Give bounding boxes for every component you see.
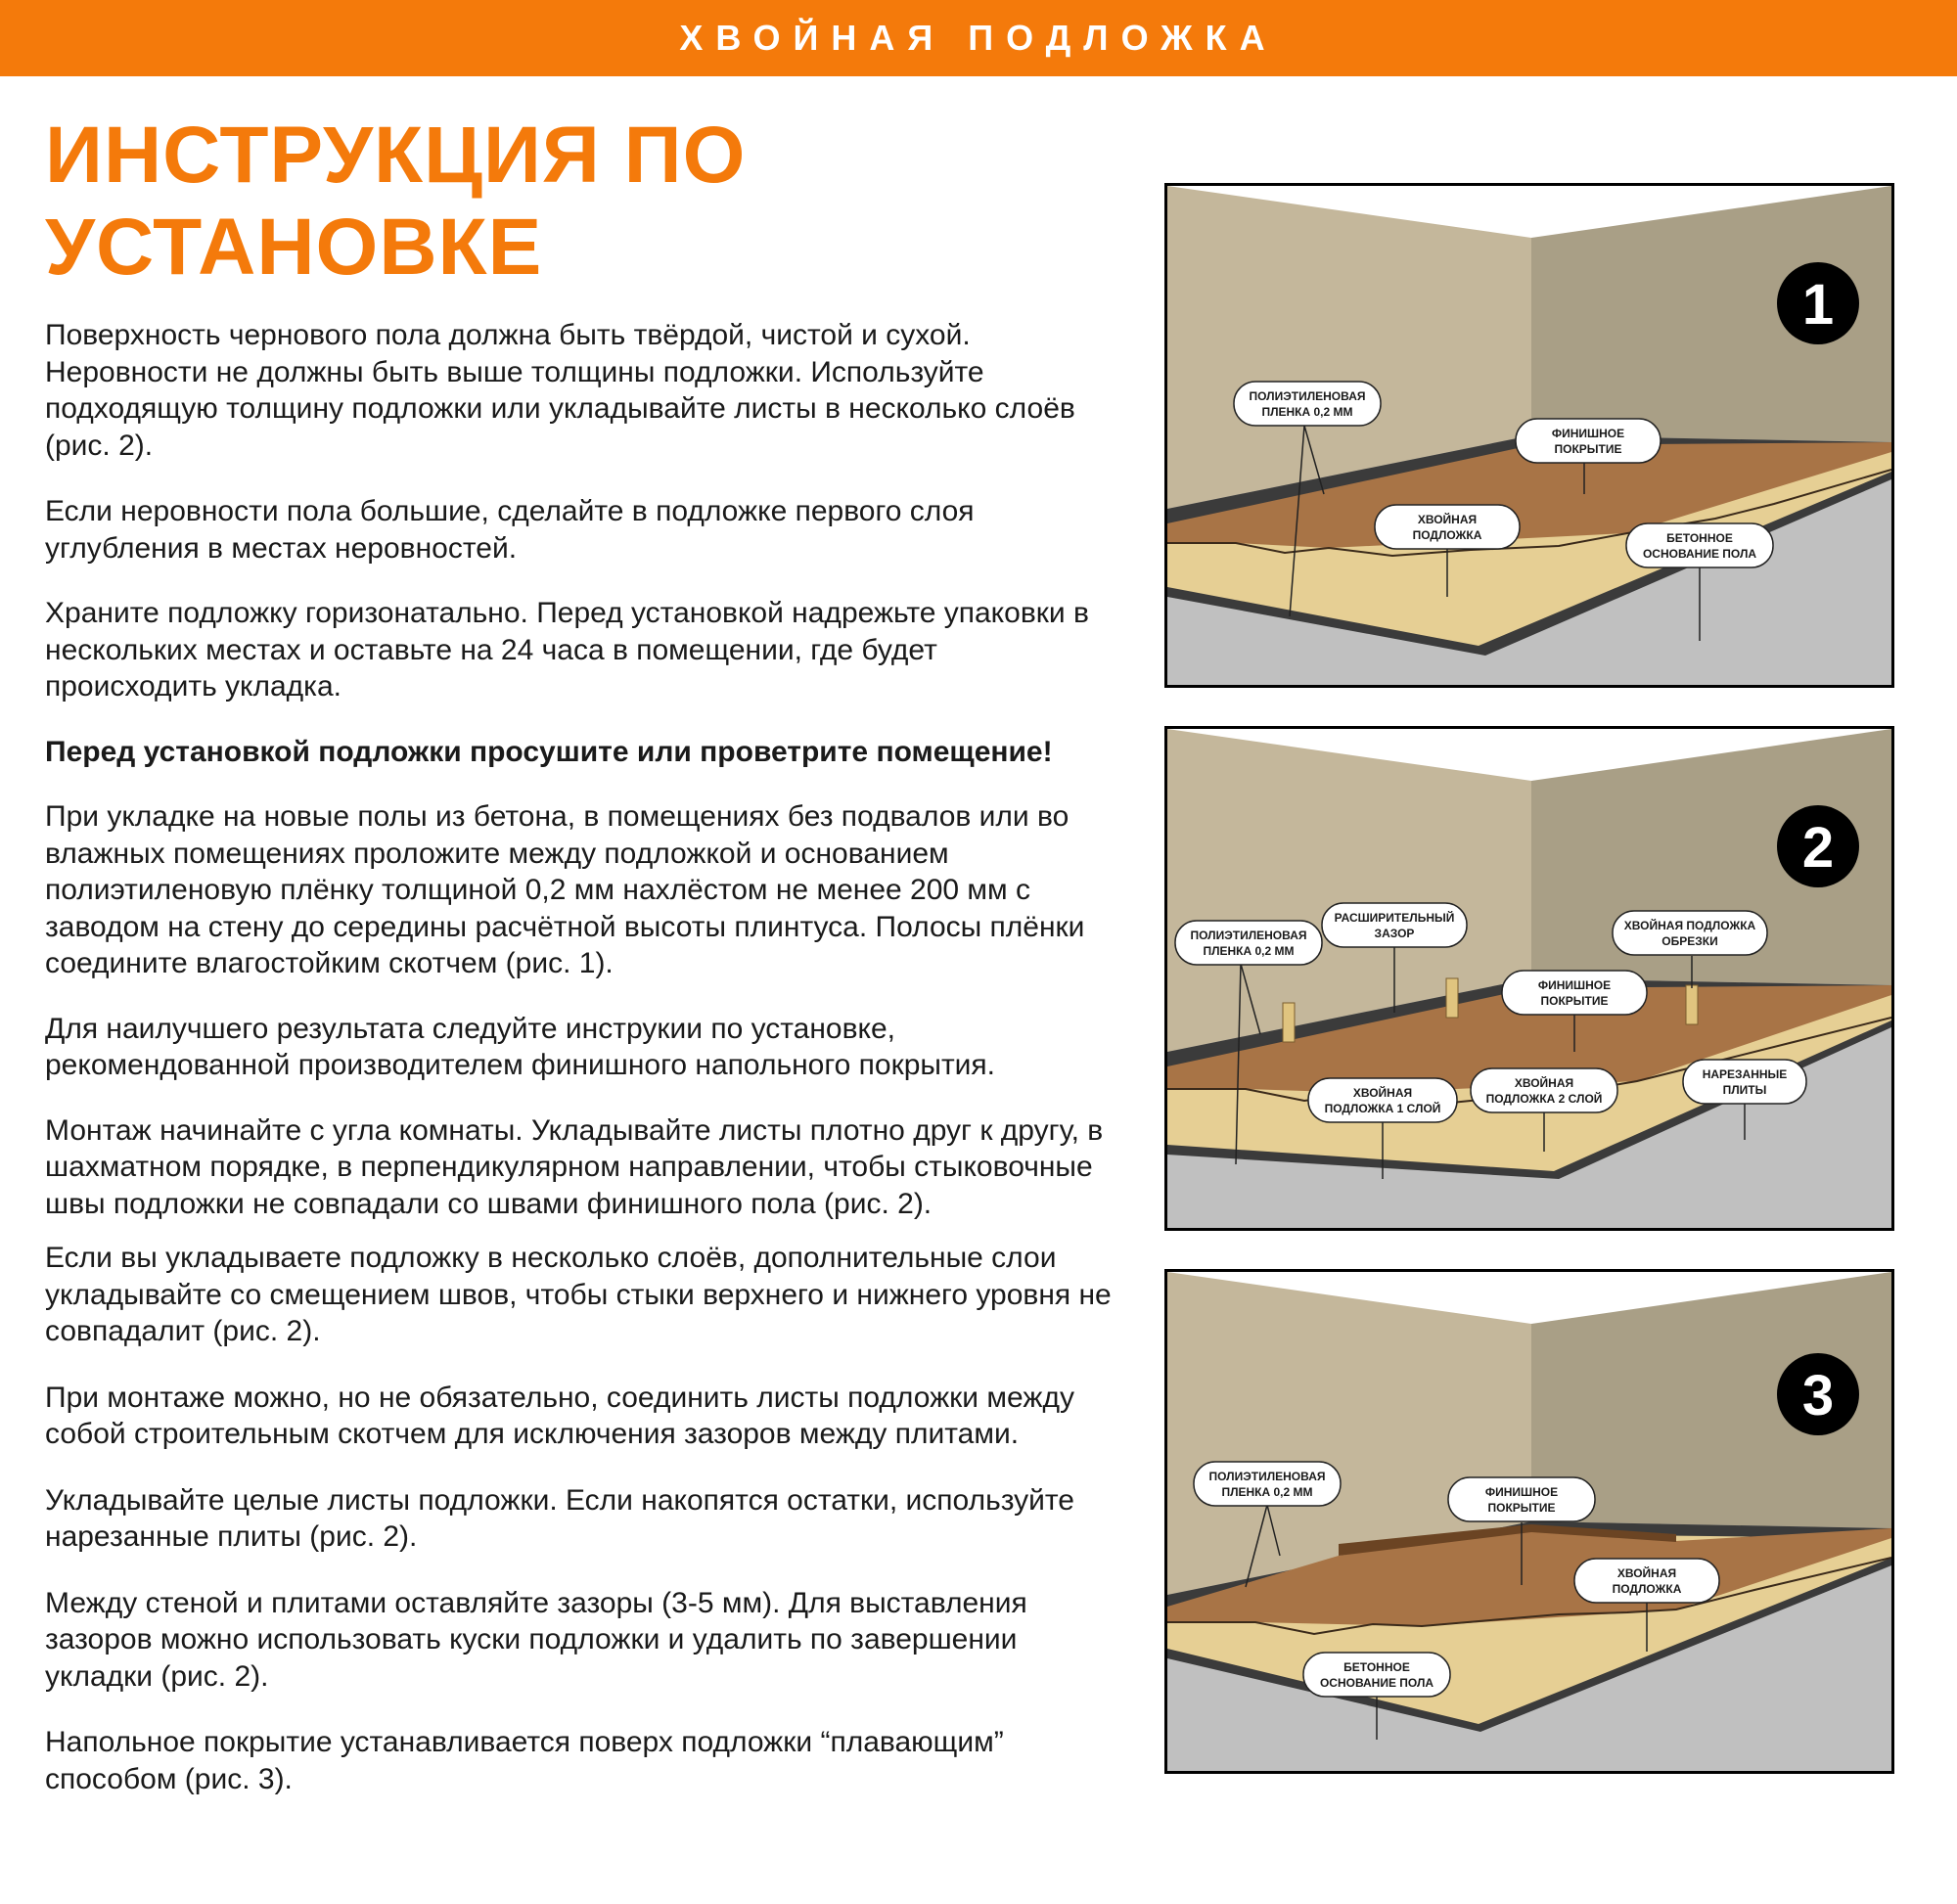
instruction-paragraph: Для наилучшего результата следуйте инструкии по установке, рекомендованной производителем финишного напольного покрытия. — [45, 1012, 996, 1081]
figure-2-illustration — [1167, 729, 1891, 1228]
label-concrete — [1303, 1653, 1450, 1697]
label-scraps-line-2: ОБРЕЗКИ — [1661, 934, 1718, 948]
gap-spacer — [1686, 985, 1698, 1024]
label-finish — [1448, 1477, 1595, 1521]
label-underlay-line-1: ХВОЙНАЯ — [1616, 1566, 1677, 1580]
figure-1-illustration — [1167, 186, 1891, 685]
label-gap-line-2: ЗАЗОР — [1374, 927, 1415, 940]
instruction-paragraph: При укладке на новые полы из бетона, в помещениях без подвалов или во влажных помещениях проложите между подложкой и основанием полиэтиленовую плёнку толщиной 0,2 мм нахлёстом не менее 200 мм с заводом на стену до середины расчётной высоты плинтуса. Полосы плёнки соедините влагостойким скотчем (рис. 1). — [45, 800, 1085, 979]
label-film-line-1: ПОЛИЭТИЛЕНОВАЯ — [1190, 929, 1307, 942]
instruction-paragraph-warning: Перед установкой подложки просушите или проветрите помещение! — [45, 735, 1053, 768]
label-film-line-2: ПЛЕНКА 0,2 ММ — [1203, 944, 1295, 958]
label-cut-line-2: ПЛИТЫ — [1722, 1083, 1767, 1097]
label-underlay-line-2: ПОДЛОЖКА — [1612, 1582, 1682, 1596]
label-gap-line-1: РАСШИРИТЕЛЬНЫЙ — [1334, 911, 1455, 925]
gap-spacer — [1283, 1003, 1295, 1042]
instructions-column — [45, 317, 1112, 1797]
label-finish-line-2: ПОКРЫТИЕ — [1540, 994, 1609, 1008]
label-finish-line-1: ФИНИШНОЕ — [1537, 978, 1612, 992]
label-gap — [1322, 903, 1467, 947]
title-line-1: ИНСТРУКЦИЯ ПО — [45, 111, 747, 200]
label-underlay — [1574, 1559, 1719, 1603]
label-layer2-line-2: ПОДЛОЖКА 2 СЛОЙ — [1485, 1092, 1603, 1106]
figure-3 — [1164, 1269, 1894, 1774]
label-film-line-1: ПОЛИЭТИЛЕНОВАЯ — [1249, 389, 1366, 403]
figure-number: 1 — [1801, 273, 1835, 337]
instruction-paragraph: При монтаже можно, но не обязательно, соединить листы подложки между собой строительным скотчем для исключения зазоров между плитами. — [45, 1381, 1074, 1450]
label-underlay-line-2: ПОДЛОЖКА — [1412, 528, 1482, 542]
instruction-paragraph: Если вы укладываете подложку в несколько слоёв, дополнительные слои укладывайте со смещением швов, чтобы стыки верхнего и нижнего уровня не совпадалит (рис. 2). — [45, 1242, 1112, 1347]
label-concrete — [1626, 523, 1773, 567]
label-film — [1234, 382, 1381, 426]
label-scraps-line-1: ХВОЙНАЯ ПОДЛОЖКА — [1623, 919, 1756, 932]
instruction-paragraph: Храните подложку горизонатально. Перед установкой надрежьте упаковки в нескольких местах и оставьте на 24 часа в помещении, где будет происходить укладка. — [45, 597, 1089, 703]
instruction-paragraph: Поверхность чернового пола должна быть твёрдой, чистой и сухой. Неровности не должны быть выше толщины подложки. Используйте подходящую толщину подложки или укладывайте листы в несколько слоёв (рис. 2). — [45, 319, 1075, 462]
label-finish-line-2: ПОКРЫТИЕ — [1554, 442, 1622, 456]
label-film — [1194, 1462, 1341, 1506]
header-bar — [0, 0, 1957, 76]
instruction-paragraph: Монтаж начинайте с угла комнаты. Укладывайте листы плотно друг к другу, в шахматном порядке, в перпендикулярном направлении, чтобы стыковочные швы подложки не совпадали со швами финишного пола (рис. 2). — [45, 1113, 1104, 1220]
label-cut — [1683, 1060, 1806, 1104]
label-concrete-line-2: ОСНОВАНИЕ ПОЛА — [1642, 547, 1757, 561]
label-finish-line-1: ФИНИШНОЕ — [1551, 427, 1625, 440]
label-layer1-line-1: ХВОЙНАЯ — [1352, 1086, 1413, 1100]
instruction-paragraph: Напольное покрытие устанавливается поверх подложки “плавающим” способом (рис. 3). — [45, 1726, 1004, 1795]
label-concrete-line-1: БЕТОННОЕ — [1666, 531, 1733, 545]
label-layer2 — [1471, 1068, 1617, 1112]
label-concrete-line-1: БЕТОННОЕ — [1343, 1660, 1410, 1674]
label-finish-line-2: ПОКРЫТИЕ — [1487, 1501, 1556, 1515]
label-finish-line-1: ФИНИШНОЕ — [1484, 1485, 1559, 1499]
label-finish — [1502, 971, 1647, 1015]
label-film — [1175, 921, 1322, 965]
label-layer2-line-1: ХВОЙНАЯ — [1514, 1076, 1574, 1090]
figure-3-illustration — [1167, 1272, 1891, 1771]
page-title — [45, 110, 1024, 294]
label-scraps — [1613, 911, 1767, 955]
label-film-line-2: ПЛЕНКА 0,2 ММ — [1221, 1485, 1313, 1499]
label-film-line-1: ПОЛИЭТИЛЕНОВАЯ — [1208, 1470, 1326, 1483]
figure-number: 2 — [1801, 816, 1835, 880]
label-finish — [1516, 419, 1661, 463]
label-layer1-line-2: ПОДЛОЖКА 1 СЛОЙ — [1324, 1102, 1441, 1115]
figure-2 — [1164, 726, 1894, 1231]
label-layer1 — [1308, 1078, 1457, 1122]
label-underlay — [1375, 505, 1520, 549]
instruction-paragraph: Если неровности пола большие, сделайте в подложке первого слоя углубления в местах неровностей. — [45, 495, 975, 565]
instruction-paragraph: Между стеной и плитами оставляйте зазоры (3-5 мм). Для выставления зазоров можно использовать куски подложки и удалить по завершении укладки (рис. 2). — [45, 1586, 1027, 1693]
title-line-2: УСТАНОВКЕ — [45, 203, 543, 292]
instruction-paragraph: Укладывайте целые листы подложки. Если накопятся остатки, используйте нарезанные плиты (рис. 2). — [45, 1483, 1074, 1553]
label-cut-line-1: НАРЕЗАННЫЕ — [1702, 1067, 1788, 1081]
label-underlay-line-1: ХВОЙНАЯ — [1417, 513, 1478, 526]
brand-title: ХВОЙНАЯ ПОДЛОЖКА — [679, 18, 1278, 58]
label-film-line-2: ПЛЕНКА 0,2 ММ — [1261, 405, 1353, 419]
gap-spacer — [1446, 978, 1458, 1018]
figure-number: 3 — [1801, 1364, 1835, 1428]
figure-1 — [1164, 183, 1894, 688]
label-concrete-line-2: ОСНОВАНИЕ ПОЛА — [1319, 1676, 1434, 1690]
